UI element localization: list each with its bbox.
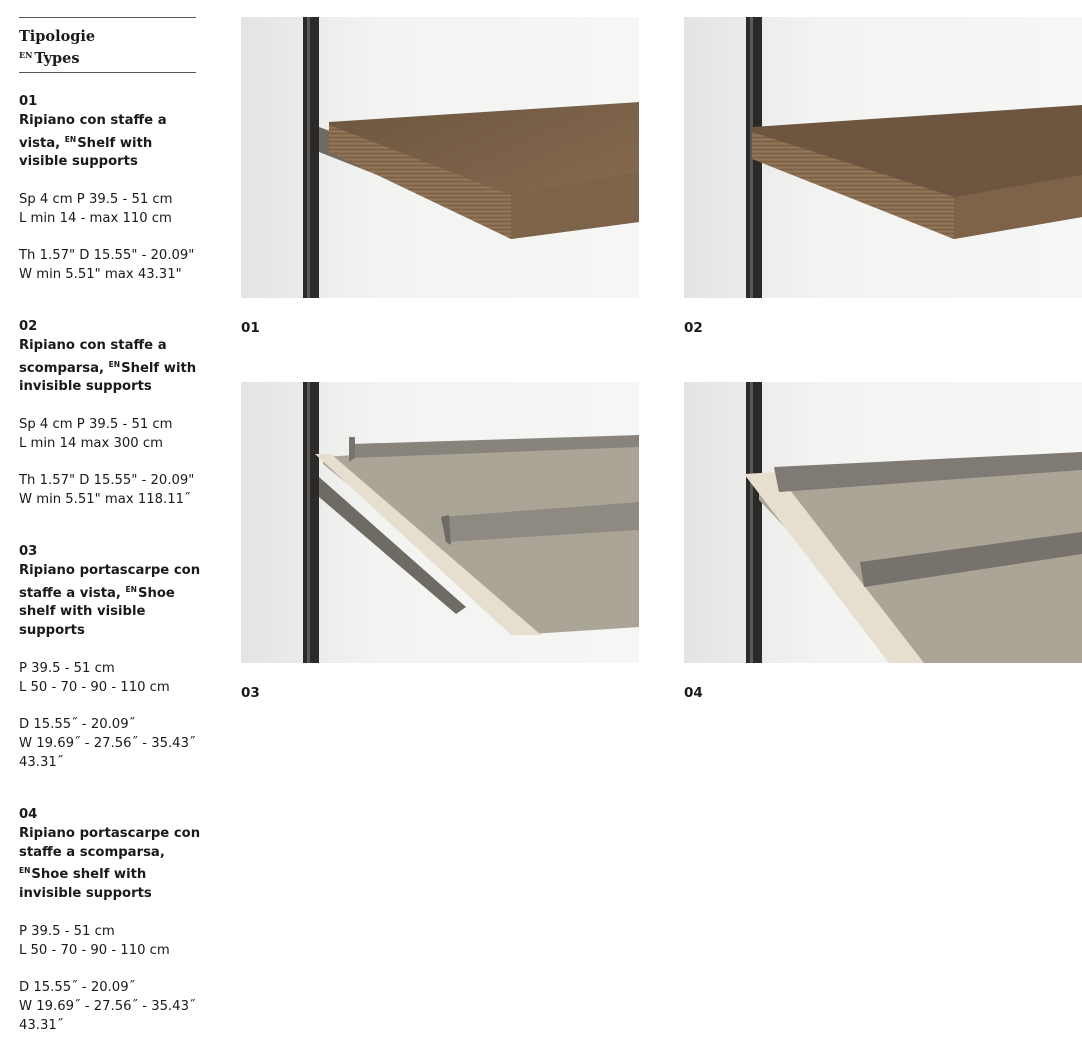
spec-metric: Sp 4 cm P 39.5 - 51 cm L min 14 - max 110 cm: [19, 191, 173, 226]
type-number: 03: [19, 544, 38, 559]
section-heading: [19, 28, 95, 68]
en-tag: EN: [64, 134, 77, 144]
type-name: [19, 825, 204, 904]
en-tag: EN: [19, 866, 31, 876]
photo-shelf-invisible-supports: [684, 17, 1082, 298]
type-number: 01: [19, 94, 38, 109]
heading-english: [19, 46, 95, 68]
spec-metric: P 39.5 - 51 cm L 50 - 70 - 90 - 110 cm: [19, 660, 170, 695]
photo-shoe-shelf-visible-supports: [241, 382, 639, 663]
type-name-italian: Ripiano con staffe a scomparsa,: [19, 337, 167, 376]
type-01-description: [19, 93, 204, 285]
type-name-italian: Ripiano con staffe a vista,: [19, 112, 167, 151]
heading-italian: Tipologie: [19, 28, 96, 45]
spec-imperial: D 15.55˝ - 20.09˝ W 19.69˝ - 27.56˝ - 35.43˝ 43.31˝: [19, 717, 196, 770]
top-rule: [19, 17, 196, 18]
type-number: 02: [19, 319, 38, 334]
en-tag: EN: [125, 584, 137, 594]
heading-rule: [19, 72, 196, 73]
type-number: 04: [19, 807, 38, 822]
type-name-english: Shelf with visible supports: [19, 135, 153, 170]
caption-01: 01: [241, 320, 260, 336]
type-name: [19, 562, 204, 641]
heading-english-text: Types: [34, 50, 80, 67]
type-name-english: Shoe shelf with visible supports: [19, 585, 175, 639]
spec-imperial: Th 1.57" D 15.55" - 20.09" W min 5.51" max 118.11˝: [19, 473, 195, 508]
spec-metric: P 39.5 - 51 cm L 50 - 70 - 90 - 110 cm: [19, 923, 170, 958]
type-name-italian: Ripiano portascarpe con staffe a vista,: [19, 562, 201, 601]
caption-02: 02: [684, 320, 703, 336]
type-04-description: [19, 806, 204, 1036]
type-name-italian: Ripiano portascarpe con staffe a scomparsa,: [19, 825, 201, 860]
type-02-description: [19, 318, 204, 510]
photo-shelf-visible-supports: [241, 17, 639, 298]
spec-imperial: D 15.55˝ - 20.09˝ W 19.69˝ - 27.56˝ - 35.43˝ 43.31˝: [19, 980, 196, 1033]
type-name-english: Shelf with invisible supports: [19, 360, 197, 395]
en-tag: EN: [108, 359, 121, 369]
spec-metric: Sp 4 cm P 39.5 - 51 cm L min 14 max 300 cm: [19, 416, 173, 451]
caption-04: 04: [684, 685, 703, 701]
spec-imperial: Th 1.57" D 15.55" - 20.09" W min 5.51" max 43.31": [19, 248, 195, 283]
type-name: [19, 112, 204, 172]
en-tag: EN: [19, 50, 33, 60]
type-name-english: Shoe shelf with invisible supports: [19, 867, 152, 902]
type-03-description: [19, 543, 204, 773]
photo-shoe-shelf-invisible-supports: [684, 382, 1082, 663]
type-name: [19, 337, 204, 397]
caption-03: 03: [241, 685, 260, 701]
